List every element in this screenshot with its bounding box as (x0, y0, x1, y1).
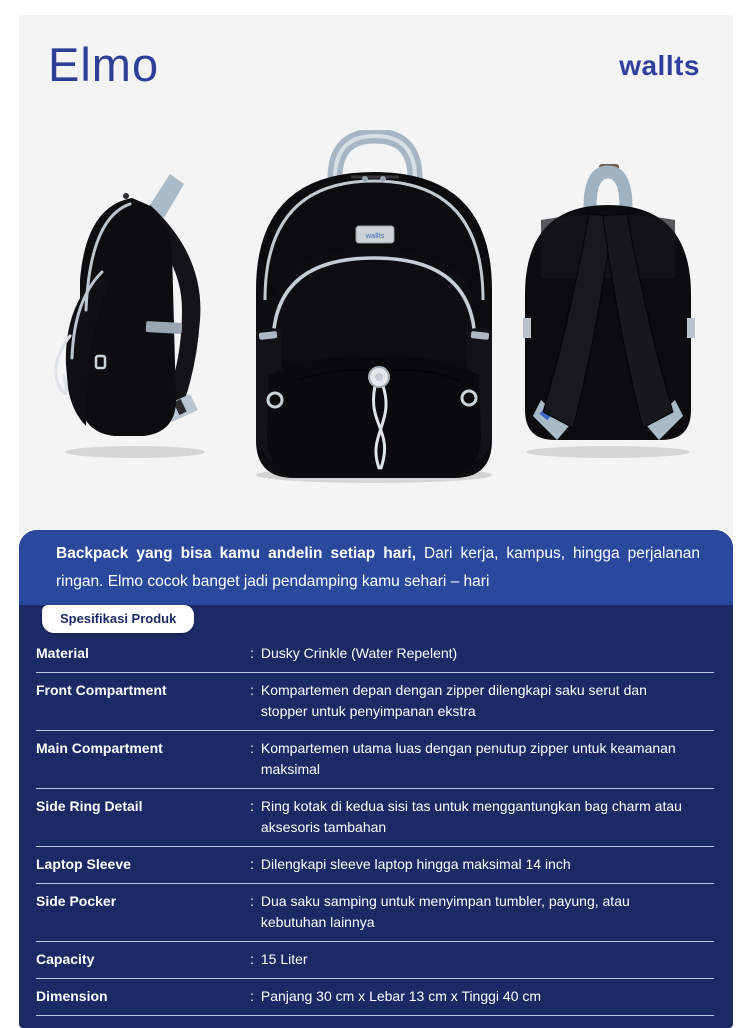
description-regular: Dari kerja, kampus, hingga perjalanan ringan. Elmo cocok banget jadi pendamping kamu sehari – hari (56, 545, 700, 590)
spec-row-side-pocker (36, 884, 714, 942)
spec-badge: Spesifikasi Produk (42, 605, 194, 633)
spec-value: Dusky Crinkle (Water Repelent) (260, 645, 458, 661)
spec-label: Main Compartment (36, 740, 163, 756)
spec-label: Capacity (36, 951, 95, 967)
description-bold: Backpack yang bisa kamu andelin setiap hari, (56, 545, 417, 562)
info-panel (19, 530, 733, 1028)
spec-label: Side Ring Detail (36, 798, 143, 814)
description-text (56, 540, 700, 596)
spec-section (19, 605, 733, 1028)
spec-table (36, 636, 714, 1016)
spec-label: Front Compartment (36, 682, 167, 698)
spec-row-side-ring-detail (36, 789, 714, 847)
spec-colon: : (250, 740, 254, 756)
spec-row-laptop-sleeve (36, 847, 714, 884)
spec-value: Dilengkapi sleeve laptop hingga maksimal 14 inch (260, 856, 571, 872)
spec-label: Material (36, 645, 89, 661)
spec-value: 15 Liter (260, 951, 308, 967)
spec-row-material (36, 636, 714, 673)
spec-value: Kompartemen utama luas dengan penutup zipper untuk keamanan maksimal (260, 740, 676, 777)
spec-label: Dimension (36, 988, 108, 1004)
product-name: Elmo (48, 38, 160, 91)
spec-colon: : (250, 645, 254, 661)
product-hero-card (19, 15, 733, 545)
description-panel (19, 530, 733, 605)
spec-label: Side Pocker (36, 893, 117, 909)
spec-value: Ring kotak di kedua sisi tas untuk menggantungkan bag charm atau aksesoris tambahan (260, 798, 682, 835)
spec-row-capacity (36, 942, 714, 979)
backpack-side-view-image (30, 160, 235, 460)
backpack-front-view-image (229, 130, 519, 485)
spec-colon: : (250, 682, 254, 698)
spec-colon: : (250, 893, 254, 909)
spec-row-front-compartment (36, 673, 714, 731)
backpack-back-view-image (511, 160, 711, 460)
spec-colon: : (250, 798, 254, 814)
spec-row-main-compartment (36, 731, 714, 789)
spec-colon: : (250, 951, 254, 967)
front-logo-text: wallts (365, 231, 385, 240)
spec-row-dimension (36, 979, 714, 1016)
brand-wordmark: wallts (619, 50, 700, 81)
spec-value: Panjang 30 cm x Lebar 13 cm x Tinggi 40 cm (260, 988, 542, 1004)
spec-value: Kompartemen depan dengan zipper dilengkapi saku serut dan stopper untuk penyimpanan ekstra (260, 682, 647, 719)
spec-colon: : (250, 988, 254, 1004)
spec-label: Laptop Sleeve (36, 856, 131, 872)
header-row (19, 15, 733, 91)
spec-value: Dua saku samping untuk menyimpan tumbler, payung, atau kebutuhan lainnya (260, 893, 630, 930)
spec-colon: : (250, 856, 254, 872)
